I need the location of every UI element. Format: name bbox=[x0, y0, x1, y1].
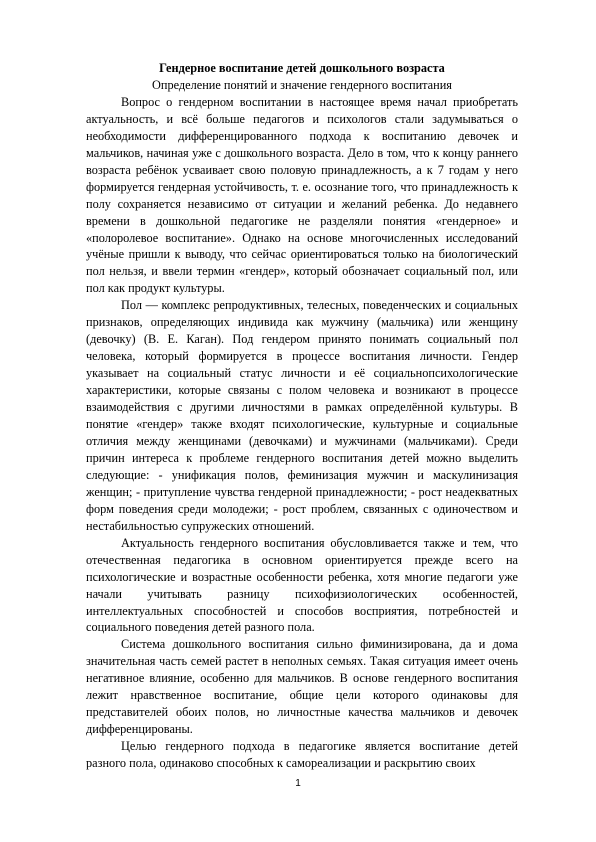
document-body bbox=[86, 60, 518, 772]
page-number: 1 bbox=[295, 778, 301, 789]
paragraph-3: Актуальность гендерного воспитания обусловливается также и тем, что отечественная педагогика в основном ориентируется прежде всего на психологические и возрастные особенности ребенка, хотя многие педагоги уже начали учитывать разницу психофизиологических особенностей, интеллектуальных способностей и способов восприятия, потребностей и социального поведения детей разного пола. bbox=[86, 535, 518, 635]
document-subtitle: Определение понятий и значение гендерного воспитания bbox=[152, 77, 452, 92]
paragraph-4: Система дошкольного воспитания сильно фиминизирована, да и дома значительная часть семей растет в неполных семьях. Такая ситуация имеет очень негативное влияние, особенно для мальчиков. В основе гендерного воспитания лежит нравственное воспитание, общие цели которого одинаковы для представителей обоих полов, но личностные качества мальчиков и девочек дифференцированы. bbox=[86, 637, 518, 737]
paragraph-5: Целью гендерного подхода в педагогике является воспитание детей разного пола, одинаково способных к самореализации и раскрытию своих bbox=[86, 739, 518, 771]
paragraph-2: Пол — комплекс репродуктивных, телесных, поведенческих и социальных признаков, определяющих индивида как мужчину (мальчика) или женщину (девочку) (В. Е. Каган). Под гендером принято понимать социальный пол человека, который формируется в процессе воспитания личности. Гендер указывает на социальный статус личности и её социальнопсихологические характеристики, которые связаны с полом человека и возникают в процессе взаимодействия с другими личностями в рамках определённой культуры. В понятие «гендер» также входят психологические, культурные и социальные отличия между женщинами (девочками) и мужчинами (мальчиками). Среди причин интереса к проблеме гендерного воспитания детей можно выделить следующие: - унификация полов, феминизация мужчин и маскулинизация женщин; - притупление чувства гендерной принадлежности; - рост неадекватных форм поведения среди молодежи; - рост проблем, связанных с одиночеством и нестабильностью супружеских отношений. bbox=[86, 298, 518, 533]
document-title: Гендерное воспитание детей дошкольного возраста bbox=[159, 61, 445, 75]
paragraph-1: Вопрос о гендерном воспитании в настоящее время начал приобретать актуальность, и всё больше педагогов и психологов стали задумываться о необходимости дифференцированного подхода к воспитанию девочек и мальчиков, начиная уже с дошкольного возраста. Дело в том, что к концу раннего возраста ребёнок усваивает свою половую принадлежность, а к 7 годам у него формируется гендерная устойчивость, т. е. осознание того, что принадлежность к полу сохраняется независимо от ситуации и желаний ребенка. До недавнего времени в дошкольной педагогике не разделяли понятия «гендерное» и «полоролевое воспитание». Однако на основе многочисленных исследований учёные пришли к выводу, что сейчас ориентироваться только на биологический пол нельзя, и ввели термин «гендер», который обозначает социальный пол, или пол как продукт культуры. bbox=[86, 94, 518, 296]
